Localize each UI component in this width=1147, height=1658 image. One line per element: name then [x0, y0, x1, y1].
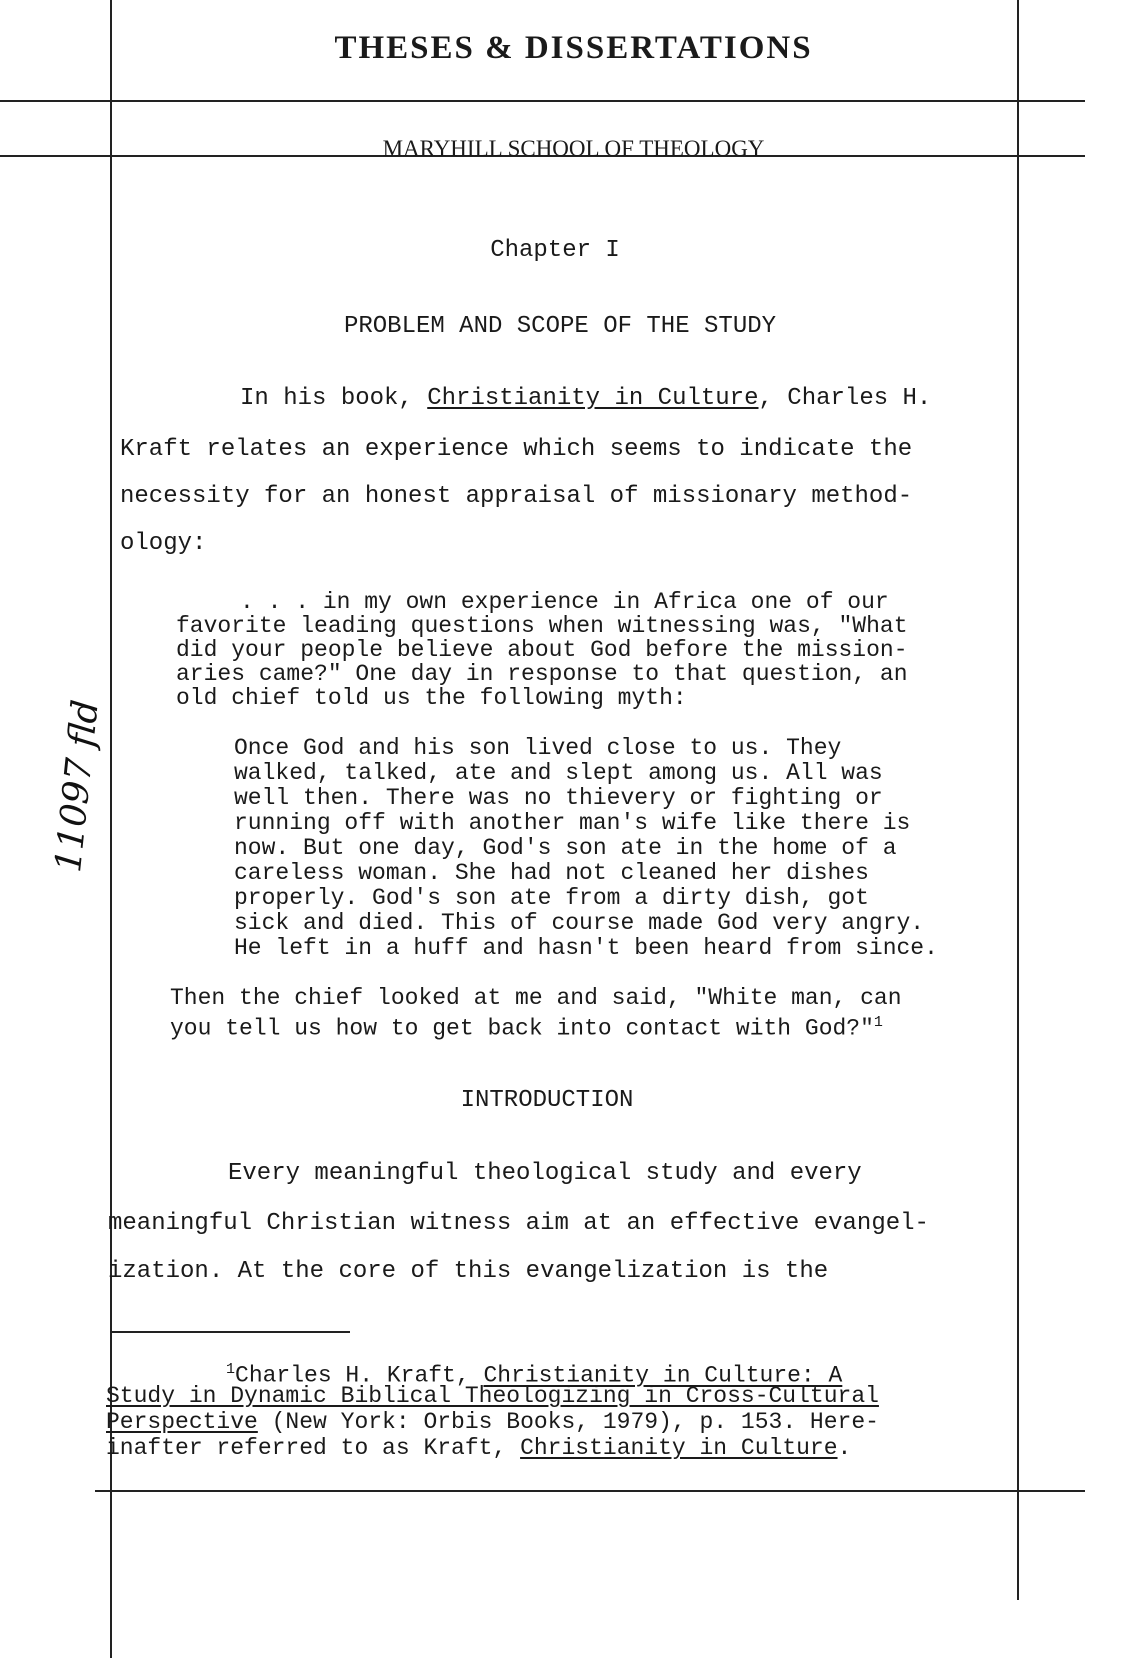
- myth-line: He left in a huff and hasn't been heard from since.: [234, 935, 938, 961]
- handwritten-margin-note: 11097 fld: [48, 697, 107, 875]
- intro-line-2: Kraft relates an experience which seems to indicate the: [120, 436, 913, 463]
- myth-line: well then. There was no thievery or fighting or: [234, 785, 883, 811]
- footnote-line-2: [106, 1384, 879, 1408]
- quote-end-line-2: [170, 1011, 883, 1041]
- myth-line: now. But one day, God's son ate in the home of a: [234, 835, 897, 861]
- myth-line: properly. God's son ate from a dirty dish, got: [234, 885, 869, 911]
- footnote-mark: 1: [226, 1361, 236, 1378]
- footnote-line-3: [106, 1410, 879, 1434]
- intro-line-4: ology:: [120, 530, 207, 557]
- footnote-reference: 1: [873, 1014, 883, 1031]
- quote-end-line-1: Then the chief looked at me and said, "White man, can: [170, 985, 902, 1011]
- footer-rule: [95, 1490, 1085, 1492]
- chapter-number: Chapter I: [490, 237, 620, 264]
- footnote-text: .: [837, 1435, 852, 1461]
- footnote-line-4: [106, 1436, 851, 1460]
- myth-line: running off with another man's wife like there is: [234, 810, 911, 836]
- intro-text: , Charles H.: [758, 385, 932, 412]
- intro-text: In his book,: [240, 385, 428, 412]
- quote-line: old chief told us the following myth:: [176, 685, 687, 711]
- myth-line: walked, talked, ate and slept among us. All was: [234, 760, 883, 786]
- intro-line-1: [240, 385, 931, 413]
- myth-line: careless woman. She had not cleaned her dishes: [234, 860, 869, 886]
- quote-line: favorite leading questions when witnessing was, "What: [176, 613, 908, 639]
- chapter-title: PROBLEM AND SCOPE OF THE STUDY: [343, 313, 777, 340]
- quote-line: aries came?" One day in response to that question, an: [176, 661, 908, 687]
- footnote-title: Christianity in Culture: [520, 1435, 838, 1461]
- intro-line-3: necessity for an honest appraisal of missionary method-: [120, 483, 913, 510]
- footnote-separator: [112, 1331, 350, 1333]
- myth-line: sick and died. This of course made God very angry.: [234, 910, 925, 936]
- introduction-line: ization. At the core of this evangelization is the: [108, 1258, 829, 1285]
- header-rule-top: [0, 100, 1085, 102]
- myth-line: Once God and his son lived close to us. They: [234, 735, 842, 761]
- footnote-text: (New York: Orbis Books, 1979), p. 153. Here-: [257, 1409, 879, 1435]
- footnote-title: Study in Dynamic Biblical Theologizing in Cross-Cultural: [106, 1383, 879, 1409]
- quote-end-text: you tell us how to get back into contact with God?": [170, 1015, 874, 1042]
- section-heading: INTRODUCTION: [460, 1087, 634, 1114]
- archive-label: THESES & DISSERTATIONS: [334, 30, 813, 66]
- footnote-text: inafter referred to as Kraft,: [106, 1435, 521, 1461]
- quote-line: . . . in my own experience in Africa one of our: [240, 589, 889, 615]
- footnote-title: Perspective: [106, 1409, 258, 1435]
- footnote-title: Christianity in Culture: A: [483, 1362, 843, 1389]
- quote-line: did your people believe about God before the mission-: [176, 637, 908, 663]
- introduction-line: Every meaningful theological study and every: [228, 1160, 862, 1187]
- book-title: Christianity in Culture: [427, 385, 759, 412]
- introduction-line: meaningful Christian witness aim at an effective evangel-: [108, 1210, 929, 1237]
- school-name: MARYHILL SCHOOL OF THEOLOGY: [382, 136, 765, 161]
- footnote-text: Charles H. Kraft,: [235, 1362, 484, 1389]
